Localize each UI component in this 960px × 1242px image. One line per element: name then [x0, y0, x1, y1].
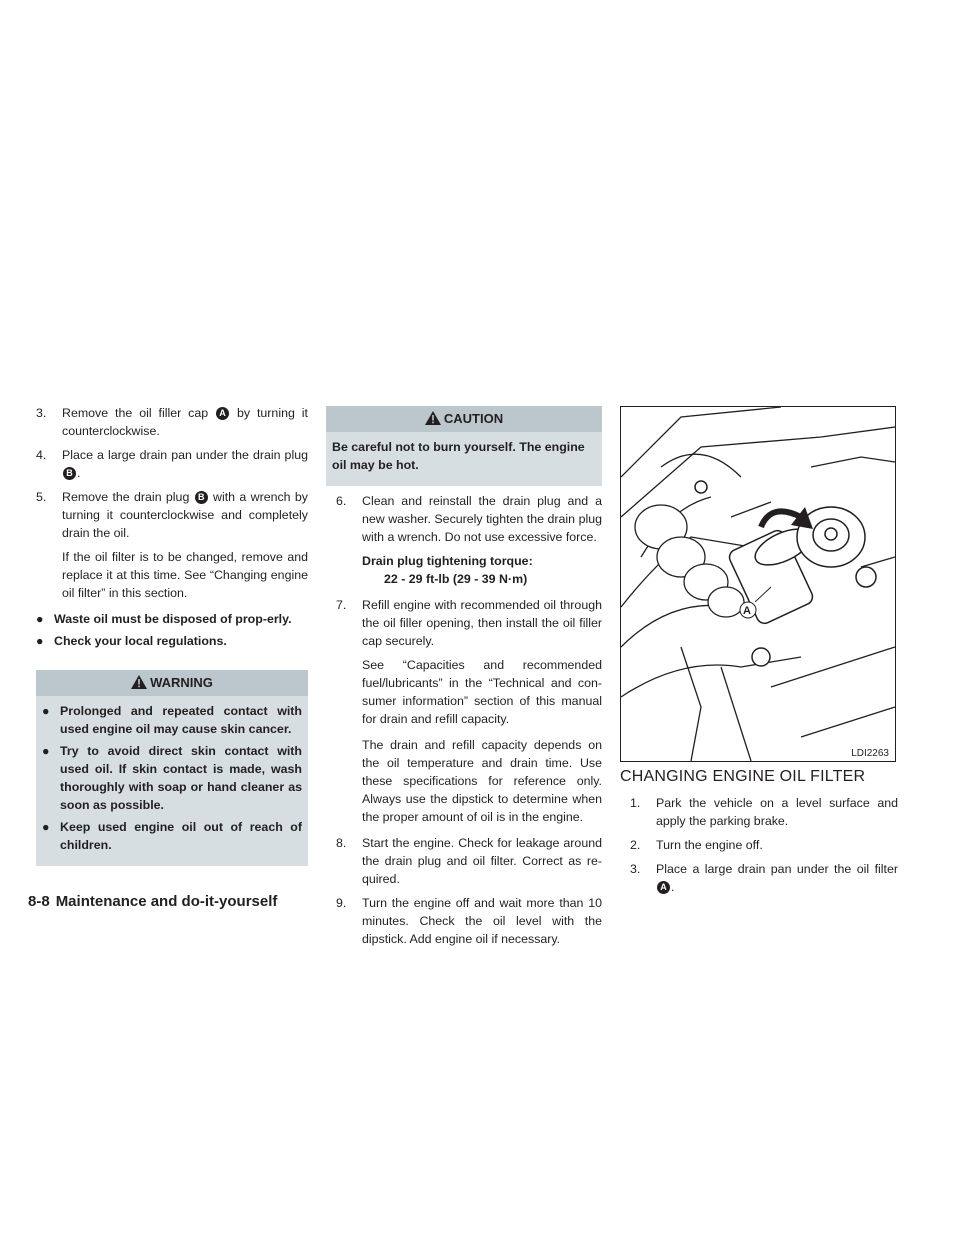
- step-number: 3.: [36, 406, 47, 420]
- step-text: with a wrench by turning it counterclockwise and completely drain the oil.: [62, 490, 308, 540]
- step-5: [36, 488, 308, 542]
- figure-id: LDI2263: [851, 748, 889, 759]
- callout-a-marker: A: [657, 881, 670, 894]
- bullet-icon: ●: [42, 820, 50, 834]
- caution-title: CAUTION: [443, 411, 504, 426]
- warning-triangle-icon: [131, 675, 147, 689]
- step-text: Refill engine with recommended oil through the oil filler opening, then install the oil filler cap securely.: [362, 598, 602, 648]
- step-2: [630, 836, 898, 854]
- step-text: Start the engine. Check for leakage around the drain plug and oil filter. Correct as re-quired.: [362, 836, 602, 886]
- callout-b-marker: B: [63, 467, 76, 480]
- step-7: [336, 596, 602, 650]
- oil-filter-drawing: [621, 407, 895, 761]
- torque-label: Drain plug tightening torque:: [362, 554, 533, 568]
- step-number: 7.: [336, 598, 347, 612]
- step-3: [36, 404, 308, 440]
- warning-header: [36, 670, 308, 696]
- figure-label-a: A: [743, 605, 751, 617]
- warning-triangle-icon: [425, 411, 441, 425]
- step-text: Clean and reinstall the drain plug and a new washer. Securely tighten the drain plug with a wrench. Do not use excessive force.: [362, 494, 602, 544]
- step-6: [336, 492, 602, 546]
- step-text: .: [77, 466, 81, 480]
- step-5-note: If the oil filter is to be changed, remove and replace it at this time. See “Changing engine oil filter” in this section.: [62, 550, 308, 600]
- section-title: CHANGING ENGINE OIL FILTER: [620, 768, 866, 785]
- bullet-icon: ●: [42, 744, 50, 758]
- step-number: 5.: [36, 490, 47, 504]
- caution-box: [326, 406, 602, 486]
- step-text: by turning it counterclockwise.: [62, 406, 308, 438]
- warning-item: ● Keep used engine oil out of reach of children.: [42, 820, 302, 852]
- step-3: [630, 860, 898, 896]
- bullet-item: ● Waste oil must be disposed of prop-erly.: [36, 612, 292, 626]
- step-text: Remove the drain plug: [62, 490, 190, 504]
- warning-box: [36, 670, 308, 866]
- step-text: Turn the engine off and wait more than 10 minutes. Check the oil level with the dipstick. Add engine oil if necessary.: [362, 896, 602, 946]
- step-number: 9.: [336, 896, 347, 910]
- step-number: 2.: [630, 838, 641, 852]
- bullet-icon: ●: [42, 704, 50, 718]
- step-number: 4.: [36, 448, 47, 462]
- page-footer: [28, 893, 277, 910]
- step-7-note: See “Capacities and recommended fuel/lubricants” in the “Technical and con-sumer information” section of this manual for drain and refill capacity.: [362, 658, 602, 726]
- bullet-item: ● Check your local regulations.: [36, 634, 227, 648]
- column-left: [36, 404, 308, 866]
- step-number: 3.: [630, 862, 641, 876]
- column-middle: [326, 404, 602, 954]
- step-text: Park the vehicle on a level surface and apply the parking brake.: [656, 796, 898, 828]
- column-right: [630, 794, 898, 902]
- engine-illustration: [620, 406, 896, 762]
- step-text: Remove the oil filler cap: [62, 406, 209, 420]
- step-4: [36, 446, 308, 482]
- caution-header: [326, 406, 602, 432]
- step-text: Turn the engine off.: [656, 838, 763, 852]
- warning-item: ● Prolonged and repeated contact with used engine oil may cause skin cancer.: [42, 704, 302, 736]
- page-number: 8-8: [28, 893, 50, 910]
- step-1: [630, 794, 898, 830]
- warning-item: ● Try to avoid direct skin contact with used oil. If skin contact is made, wash thoroughly with soap or hand cleaner as soon as possible.: [42, 744, 302, 812]
- step-number: 1.: [630, 796, 641, 810]
- step-8: [336, 834, 602, 888]
- step-7-note: The drain and refill capacity depends on the oil temperature and drain time. Use these specifications for reference only. Always use the dipstick to determine when the proper amount of oil is in the engine.: [362, 738, 602, 824]
- bullet-icon: ●: [36, 634, 44, 648]
- step-9: [336, 894, 602, 948]
- step-text: .: [671, 880, 675, 894]
- chapter-title: Maintenance and do-it-yourself: [55, 893, 278, 910]
- step-text: Place a large drain pan under the drain plug: [62, 448, 308, 462]
- bullet-icon: ●: [36, 612, 44, 626]
- callout-a-marker: A: [216, 407, 229, 420]
- warning-title: WARNING: [150, 675, 213, 690]
- step-text: Place a large drain pan under the oil filter: [656, 862, 898, 876]
- step-number: 8.: [336, 836, 347, 850]
- caution-text: Be careful not to burn yourself. The engine oil may be hot.: [332, 440, 585, 472]
- step-number: 6.: [336, 494, 347, 508]
- callout-b-marker: B: [195, 491, 208, 504]
- torque-spec: [362, 552, 602, 588]
- torque-value: 22 - 29 ft-lb (29 - 39 N·m): [384, 572, 528, 586]
